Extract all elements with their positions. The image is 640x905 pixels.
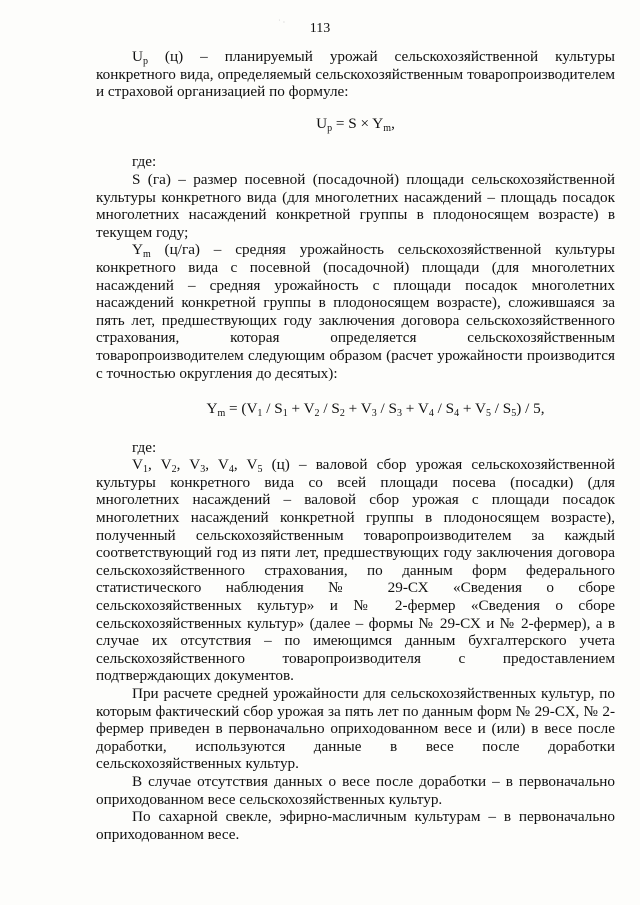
where-label-2: где: [132,438,157,456]
formula1-mid: = S × Y [332,114,384,132]
formula2-lhs-sub: m [217,408,226,420]
gross-harvest-text: (ц) – валовой сбор урожая сельскохозяйственной культуры конкретного вида со всей площади посева (посадки) (для многолетних насаждений – валовой сбор урожая с площади посадок многолетних насаждений конкретной группы в плодоносящем возрасте), полученный сельскохозяйственным товаропроизводителем за каждый соответствующий год из пяти лет, предшествующих году заключения договора сельскохозяйственного страхования, по данным форм федерального статистического наблюдения № 29-СХ «Сведения о сборе сельскохозяйственных культур» и № 2-фермер «Сведения о сборе сельскохозяйственных культур» (далее – формы № 29-СХ и № 2-фермер), а в случае их отсутствия – по имеющимся данным бухгалтерского учета сельскохозяйственного товаропроизводителя с предоставлением подтверждающих документов. [96,456,615,685]
scan-mark: ˙ · [278,18,286,27]
formula-planned-yield [96,115,615,133]
formula2-lhs: Y [206,400,218,418]
formula2-term-4: $V_4 / S_4$ [417,400,460,420]
symbol-u-sub: p [142,56,148,67]
definition-gross-harvest: $V_1$, $V_2$, $V_3$, $V_4$, $V_5$ (ц) – валовой сбор урожая сельскохозяйственной культуры конкретного вида со всей площади посева (посадки) (для многолетних насаждений – валовой сбор урожая с площади посадок многолетних насаждений конкретной группы в плодоносящем возрасте), полученный сельскохозяйственным товаропроизводителем за каждый соответствующий год из пяти лет, предшествующих году заключения договора сельскохозяйственного страхования, по данным форм федерального статистического наблюдения № 29-СХ «Сведения о сборе сельскохозяйственных культур» и № 2-фермер «Сведения о сборе сельскохозяйственных культур» (далее – формы № 29-СХ и № 2-фермер), а в случае их отсутствия – по имеющимся данным бухгалтерского учета сельскохозяйственного товаропроизводителя с предоставлением подтверждающих документов. [96,456,615,685]
formula1-lhs-sub: p [327,122,333,134]
where-label-1: где: [132,153,157,171]
paragraph-sugar-beet: По сахарной свекле, эфирно-масличным культурам – в первоначально оприходованном весе. [96,808,615,843]
paragraph-planned-yield [96,48,615,101]
paragraph-average-calc: При расчете средней урожайности для сельскохозяйственных культур, по которым фактический сбор урожая за пять лет по данным форм № 29-СХ, № 2-фермер приведен в первоначально оприходованном весе и (или) в весе после доработки, используются данные в весе после доработки сельскохозяйственных культур. [96,685,615,773]
symbol-y-sub: m [142,249,151,261]
formula1-rhs-sub: m [383,122,392,134]
formula2-term-5: $V_5 / S_5$ [475,400,517,420]
planned-yield-text: (ц) – планируемый урожай сельскохозяйственной культуры конкретного вида, определяемый сельскохозяйственным товаропроизводителем и страховой организацией по формуле: [96,48,615,101]
formula1-lhs: U [316,114,328,132]
formula-average-yield: $Y_m = (V_1 / S_1 + V_2 / S_2 + V_3 / S_3 + V_4 / S_4 + V_5 / S_5) / 5$, [206,400,545,420]
symbol-u: U [132,48,143,65]
page-number: 113 [309,21,331,36]
formula1-end: , [391,114,395,132]
formula2-term-3: $V_3 / S_3$ [360,400,402,420]
document-body [96,48,615,843]
definition-average-yield [96,241,615,382]
symbol-y: Y [132,241,143,259]
definition-area: S (га) – размер посевной (посадочной) площади сельскохозяйственной культуры конкретного вида (для многолетних насаждений – площадь посадок многолетних насаждений конкретной группы в плодоносящем возрасте) в текущем году; [96,170,615,241]
formula2-divisor: 5 [533,400,541,418]
formula2-term-1: $V_1 / S_1$ [246,400,288,420]
formula2-term-2: $V_2 / S_2$ [303,400,345,420]
average-yield-text: (ц/га) – средняя урожайность сельскохозяйственной культуры конкретного вида с посевной (посадочной) площади (для многолетних насаждений – средняя урожайность с площади посадок многолетних насаждений конкретной группы в плодоносящем возрасте), сложившаяся за пять лет, предшествующих году заключения договора сельскохозяйственного страхования, которая определяется сельскохозяйственным товаропроизводителем следующим образом (расчет урожайности производится с точностью округления до десятых): [96,241,615,382]
paragraph-missing-data: В случае отсутствия данных о весе после доработки – в первоначально оприходованном весе сельскохозяйственных культур. [96,772,615,808]
